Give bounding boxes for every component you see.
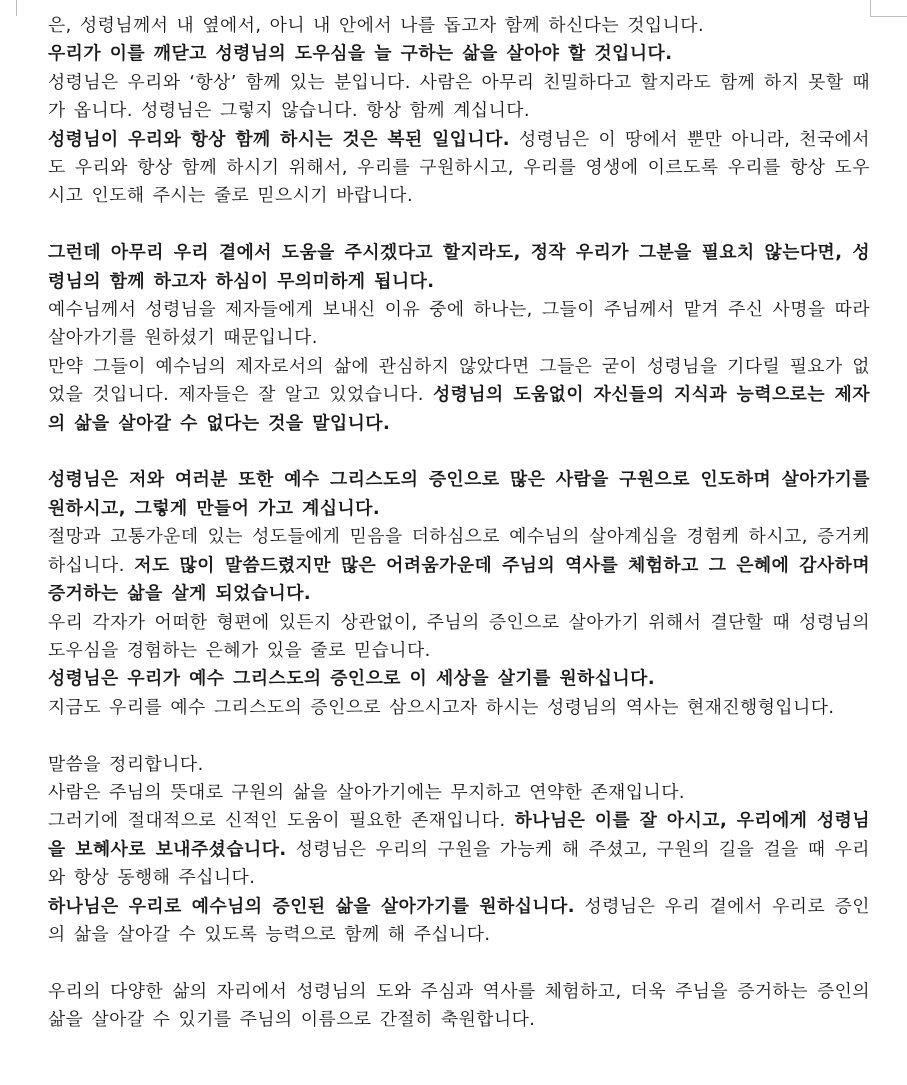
paragraph-text: 사람은 주님의 뜻대로 구원의 삶을 살아가기에는 무지하고 연약한 존재입니다. xyxy=(48,781,686,803)
paragraph-17 xyxy=(48,779,870,807)
paragraph-text: 절망과 고통가운데 있는 성도들에게 믿음을 더하심으로 예수님의 살아계심을 경험케 하시고, 증거케 하십니다. xyxy=(48,526,870,576)
paragraph-text: 지금도 우리를 예수 그리스도의 증인으로 삼으시고자 하시는 성령님의 역사는 현재진행형입니다. xyxy=(48,696,835,718)
document-body[interactable] xyxy=(48,12,870,1035)
paragraph-7 xyxy=(48,296,870,353)
paragraph-bold-text: 성령님이 우리와 항상 함께 하시는 것은 복된 일입니다. xyxy=(48,128,511,150)
paragraph-1 xyxy=(48,12,870,40)
paragraph-12 xyxy=(48,609,870,666)
paragraph-text: 성령님은 우리와 ‘항상’ 함께 있는 분입니다. 사람은 아무리 친밀하다고 할지라도 함께 하지 못할 때가 옵니다. 성령님은 그렇지 않습니다. 항상 함께 계십니다. xyxy=(48,71,870,122)
paragraph-3 xyxy=(48,69,870,126)
paragraph-11-mixed xyxy=(48,523,870,608)
paragraph-14 xyxy=(48,694,870,722)
paragraph-21 xyxy=(48,978,870,1035)
paragraph-4-mixed xyxy=(48,126,870,211)
paragraph-text: 성령님은 우리의 구원을 가능케 해 주셨고, 구원의 길을 걸을 때 우리와 항상 동행해 주십니다. xyxy=(48,838,870,889)
paragraph-text: 우리가 이를 깨닫고 성령님의 도우심을 늘 구하는 삶을 살아야 할 것입니다. xyxy=(48,43,673,65)
paragraph-19-mixed xyxy=(48,893,870,950)
paragraph-text: 그런데 아무리 우리 곁에서 도움을 주시겠다고 할지라도, 정작 우리가 그분을 필요치 않는다면, 성령님의 함께 하고자 하심이 무의미하게 됩니다. xyxy=(48,242,870,292)
paragraph-bold-text: 하나님은 이를 잘 아시고, 우리에게 성령님을 보혜사로 보내주셨습니다. xyxy=(48,810,870,860)
paragraph-text: 만약 그들이 예수님의 제자로서의 삶에 관심하지 않았다면 그들은 굳이 성령님을 기다릴 필요가 없었을 것입니다. 제자들은 잘 알고 있었습니다. xyxy=(48,355,870,406)
paragraph-text: 그러기에 절대적으로 신적인 도움이 필요한 존재입니다. xyxy=(48,810,515,832)
paragraph-text: 성령님은 저와 여러분 또한 예수 그리스도의 증인으로 많은 사람을 구원으로 인도하며 살아가기를 원하시고, 그렇게 만들어 가고 계십니다. xyxy=(48,469,870,519)
paragraph-bold-text: 저도 많이 말씀드렸지만 많은 어려움가운데 주님의 역사를 체험하고 그 은혜에 감사하며 증거하는 삶을 살게 되었습니다. xyxy=(48,554,871,605)
paragraph-8-mixed xyxy=(48,353,870,438)
blank-line xyxy=(48,211,870,239)
paragraph-bold-text: 성령님의 도움없이 자신들의 지식과 능력으로는 제자의 삶을 살아갈 수 없다는 것을 말입니다. xyxy=(48,384,870,434)
paragraph-2-bold xyxy=(48,40,870,68)
paragraph-text: 우리 각자가 어떠한 형편에 있든지 상관없이, 주님의 증인으로 살아가기 위해서 결단할 때 성령님의 도우심을 경험하는 은혜가 있을 줄로 믿습니다. xyxy=(48,611,870,661)
paragraph-text: 성령님은 이 땅에서 뿐만 아니라, 천국에서도 우리와 항상 함께 하시기 위해서, 우리를 구원하시고, 우리를 영생에 이르도록 우리를 항상 도우시고 인도해 주시는 줄로 믿으시기 바랍니다. xyxy=(48,128,870,207)
margin-mark-left xyxy=(16,0,17,16)
paragraph-text: 예수님께서 성령님을 제자들에게 보내신 이유 중에 하나는, 그들이 주님께서 맡겨 주신 사명을 따라 살아가기를 원하셨기 때문입니다. xyxy=(48,299,870,349)
blank-line xyxy=(48,949,870,977)
paragraph-16 xyxy=(48,751,870,779)
blank-line xyxy=(48,438,870,466)
paragraph-text: 은, 성령님께서 내 옆에서, 아니 내 안에서 나를 돕고자 함께 하신다는 것입니다. xyxy=(48,15,705,36)
paragraph-13-bold xyxy=(48,665,870,693)
paragraph-bold-text: 하나님은 우리로 예수님의 증인된 삶을 살아가기를 원하십니다. xyxy=(48,895,576,917)
paragraph-text: 우리의 다양한 삶의 자리에서 성령님의 도와 주심과 역사를 체험하고, 더욱 주님을 증거하는 증인의 삶을 살아갈 수 있기를 주님의 이름으로 간절히 축원합니다. xyxy=(48,980,870,1031)
margin-mark-right-horizontal xyxy=(870,16,907,17)
paragraph-text: 성령님은 우리가 예수 그리스도의 증인으로 이 세상을 살기를 원하십니다. xyxy=(48,668,656,690)
paragraph-text: 말씀을 정리합니다. xyxy=(48,753,204,775)
blank-line xyxy=(48,722,870,750)
paragraph-6-bold xyxy=(48,239,870,296)
margin-mark-right xyxy=(870,0,871,16)
paragraph-18-mixed xyxy=(48,807,870,892)
paragraph-text: 성령님은 우리 곁에서 우리로 증인의 삶을 살아갈 수 있도록 능력으로 함께 해 주십니다. xyxy=(48,895,870,945)
paragraph-10-bold xyxy=(48,466,870,523)
